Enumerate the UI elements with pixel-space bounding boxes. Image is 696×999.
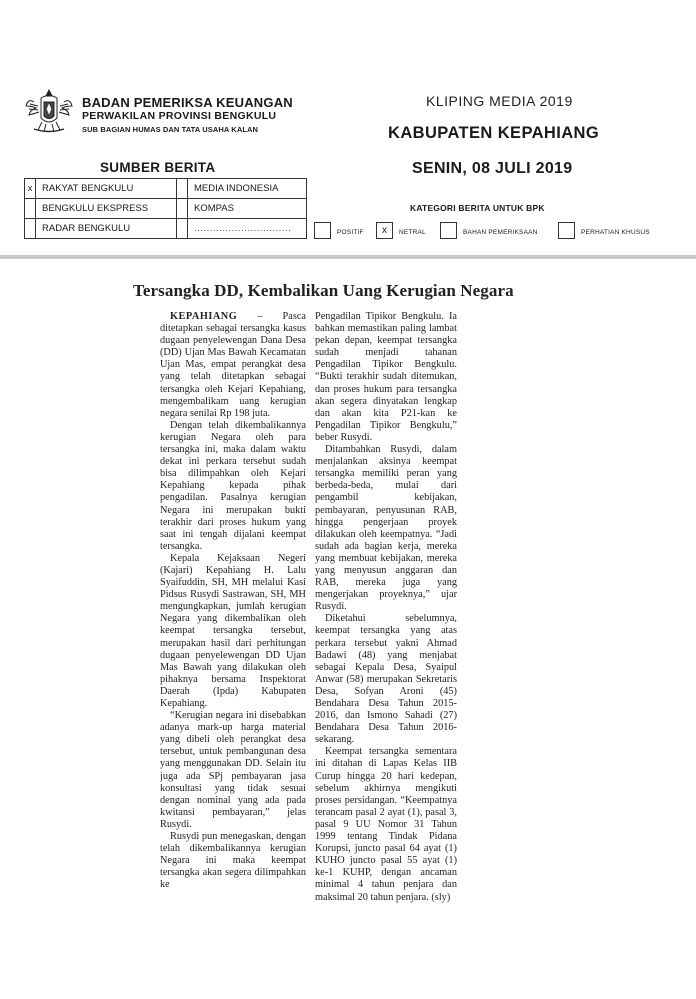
region-title: KABUPATEN KEPAHIANG [388,124,600,142]
article-headline: Tersangka DD, Kembalikan Uang Kerugian Negara [133,281,514,300]
kategori-checkbox-positif [314,222,331,239]
article-paragraph: KEPAHIANG – Pasca ditetapkan sebagai tersangka kasus dugaan penyelewengan Dana Desa (DD) Ujan Mas Bawah Kecamatan Ujan Mas, empat perangkat desa yang telah ditetapkan sebagai tersangka oleh Kejari Kepahiang, mengembalikam uang kerugian negara senilai Rp 198 juta. [160,311,306,419]
source-name: KOMPAS [188,199,307,219]
source-name-blank: ............................... [188,219,307,239]
article-dateline: KEPAHIANG [170,311,238,322]
source-name: MEDIA INDONESIA [188,179,307,199]
source-name: BENGKULU EKSPRESS [36,199,177,219]
org-subdivision: SUB BAGIAN HUMAS DAN TATA USAHA KALAN [82,125,259,134]
header-divider [0,255,696,259]
org-office: PERWAKILAN PROVINSI BENGKULU [82,110,277,122]
source-check [177,219,188,239]
kategori-checkbox-netral: x [376,222,393,239]
article-paragraph: Ditambahkan Rusydi, dalam menjalankan aksinya keempat tersangka memiliki peran yang berbeda-beda, mulai dari pengambil kebijakan, pembayaran, penyusunan RAB, hingga pengerjaan proyek dilakukan oleh keempatnya. “Jadi sudah ada bagian kerja, mereka yang membuat kebijakan, mereka yang menyusun anggaran dan RAB, mereka juga yang mengerjakan proyeknya,” ujar Rusydi. [315,444,457,613]
source-row [25,179,307,199]
source-check [25,199,36,219]
source-check [177,179,188,199]
sumber-berita-title: SUMBER BERITA [100,160,216,175]
source-check [25,219,36,239]
date-title: SENIN, 08 JULI 2019 [412,160,573,177]
article-paragraph: Diketahui sebelumnya, keempat tersangka yang atas perkara tersebut yakni Ahmad Badawi (48) yang menjabat sebagai Kepala Desa, Syaipul Anwar (58) merupakan Sekretaris Desa, Sofyan Aroni (45) Bendahara Desa Tahun 2015-2016, dan Ismono Sahadi (27) Bendahara Desa Tahun 2016-sekarang. [315,613,457,746]
source-check: x [25,179,36,199]
article-column-1 [160,311,306,996]
kategori-label: POSITIF [337,229,364,236]
source-name: RADAR BENGKULU [36,219,177,239]
kliping-label: KLIPING MEDIA 2019 [426,93,573,109]
source-check [177,199,188,219]
kategori-label: BAHAN PEMERIKSAAN [463,229,538,236]
article-paragraph: Dengan telah dikembalikannya kerugian Negara oleh para tersangka ini, maka dalam waktu dekat ini perkara tersebut sudah bisa dilimpahkan oleh Kejari Kepahiang kepada pihak pengadilan. Pasalnya kerugian Negara ini merupakan bukti terakhir dari proses hukum yang saat ini tengah dijalani keempat tersangka. [160,419,306,552]
kategori-label: NETRAL [399,229,426,236]
article-paragraph: Pengadilan Tipikor Bengkulu. Ia bahkan memastikan paling lambat pekan depan, keempat tersangka sudah menjadi tahanan Pengadilan Tipikor Bengkulu. “Bukti terakhir sudah ditemukan, dan proses hukum para tersangka akan segera dinyatakan lengkap dan akan kita P21-kan ke Pengadilan Tipikor Bengkulu,” beber Rusydi. [315,311,457,443]
article-paragraph: “Kerugian negara ini disebabkan adanya mark-up harga material yang dibeli oleh perangkat desa tersebut, untuk pembangunan desa yang menggunakan DD. Selain itu juga ada SPj pembayaran jasa konsultasi yang tidak sesuai dengan nominal yang ada pada kwitansi pembayaran,” jelas Rusydi. [160,710,306,830]
kategori-label: PERHATIAN KHUSUS [581,229,650,236]
kategori-checkbox-bahan [440,222,457,239]
source-name: RAKYAT BENGKULU [36,179,177,199]
org-name: BADAN PEMERIKSA KEUANGAN [82,95,293,110]
article-paragraph: Kepala Kejaksaan Negeri (Kajari) Kepahiang H. Lalu Syaifuddin, SH, MH melalui Kasi Pidsus Rusydi Sastrawan, SH, MH mengungkapkan, jumlah kerugian Negara yang dikembalikan oleh keempat tersangka tersebut, merupakan hasil dari perhitungan dugaan penyelewengan DD Ujan Mas Bawah yang dilakukan oleh pihaknya bersama Inspektorat Daerah (Ipda) Kabupaten Kepahiang. [160,552,306,709]
kategori-title: KATEGORI BERITA UNTUK BPK [410,203,545,213]
article-paragraph: Keempat tersangka sementara ini ditahan di Lapas Kelas IIB Curup hingga 20 hari kedepan, sebelum akhirnya mengikuti proses persidangan. “Keempatnya terancam pasal 2 ayat (1), pasal 3, pasal 9 UU Nomor 31 Tahun 1999 tentang Tindak Pidana Korupsi, juncto pasal 64 ayat (1) KUHO juncto pasal 55 ayat (1) ke-1 KUHP, dengan ancaman minimal 4 tahun penjara dan maksimal 20 tahun penjara. (sly) [315,746,457,903]
source-row [25,199,307,219]
article-column-2 [315,311,457,996]
source-row [25,219,307,239]
kategori-checkbox-perhatian [558,222,575,239]
article-paragraph: Rusydi pun menegaskan, dengan telah dikembalikannya kerugian Negara ini maka keempat tersangka akan segera dilimpahkan ke [160,831,306,891]
bpk-emblem-icon [24,84,74,136]
source-table [24,178,307,239]
